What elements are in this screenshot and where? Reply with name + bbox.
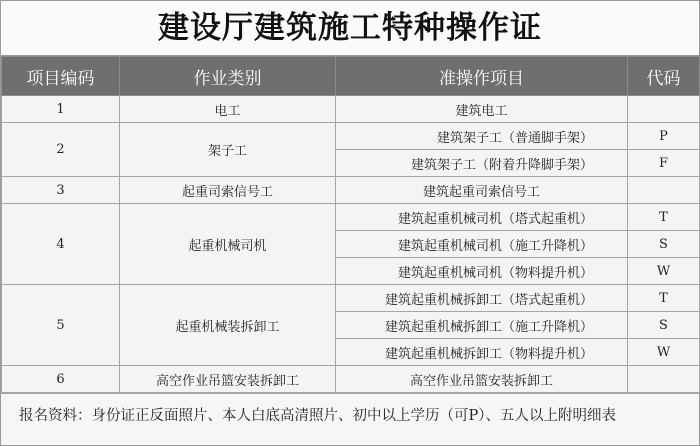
operation-item-cell: 建筑架子工（附着升降脚手架） — [336, 150, 628, 177]
page-title: 建设厅建筑施工特种操作证 — [1, 1, 699, 56]
header-code: 代码 — [628, 57, 700, 96]
item-code-cell: W — [628, 339, 700, 366]
project-code-cell: 2 — [2, 123, 120, 177]
item-code-cell: F — [628, 150, 700, 177]
project-code-cell: 4 — [2, 204, 120, 285]
project-code-cell: 5 — [2, 285, 120, 366]
table-row — [2, 366, 700, 393]
project-code-cell: 6 — [2, 366, 120, 393]
item-code-cell — [628, 366, 700, 393]
table-row — [2, 177, 700, 204]
item-code-cell: S — [628, 312, 700, 339]
category-cell: 电工 — [120, 96, 336, 123]
item-code-cell — [628, 96, 700, 123]
operation-item-cell: 建筑起重机械拆卸工（塔式起重机） — [336, 285, 628, 312]
header-row — [2, 57, 700, 96]
table-row — [2, 96, 700, 123]
operation-item-cell: 建筑起重机械拆卸工（施工升降机） — [336, 312, 628, 339]
category-cell: 起重机械装拆卸工 — [120, 285, 336, 366]
operation-item-cell: 建筑架子工（普通脚手架） — [336, 123, 628, 150]
table-row — [2, 123, 700, 150]
project-code-cell: 1 — [2, 96, 120, 123]
registration-materials-note: 报名资料：身份证正反面照片、本人白底高清照片、初中以上学历（可P）、五人以上附明细表 — [1, 393, 699, 440]
header-project-code: 项目编码 — [2, 57, 120, 96]
item-code-cell: P — [628, 123, 700, 150]
category-cell: 架子工 — [120, 123, 336, 177]
operation-item-cell: 建筑起重机械司机（物料提升机） — [336, 258, 628, 285]
table-row — [2, 204, 700, 231]
certificate-table — [1, 56, 700, 393]
header-category: 作业类别 — [120, 57, 336, 96]
category-cell: 起重司索信号工 — [120, 177, 336, 204]
operation-item-cell: 建筑起重机械拆卸工（物料提升机） — [336, 339, 628, 366]
operation-item-cell: 高空作业吊篮安装拆卸工 — [336, 366, 628, 393]
item-code-cell: T — [628, 204, 700, 231]
item-code-cell: T — [628, 285, 700, 312]
item-code-cell: S — [628, 231, 700, 258]
table-row — [2, 285, 700, 312]
operation-item-cell: 建筑电工 — [336, 96, 628, 123]
item-code-cell — [628, 177, 700, 204]
project-code-cell: 3 — [2, 177, 120, 204]
operation-item-cell: 建筑起重司索信号工 — [336, 177, 628, 204]
operation-item-cell: 建筑起重机械司机（施工升降机） — [336, 231, 628, 258]
category-cell: 高空作业吊篮安装拆卸工 — [120, 366, 336, 393]
item-code-cell: W — [628, 258, 700, 285]
category-cell: 起重机械司机 — [120, 204, 336, 285]
operation-item-cell: 建筑起重机械司机（塔式起重机） — [336, 204, 628, 231]
header-operation-item: 准操作项目 — [336, 57, 628, 96]
